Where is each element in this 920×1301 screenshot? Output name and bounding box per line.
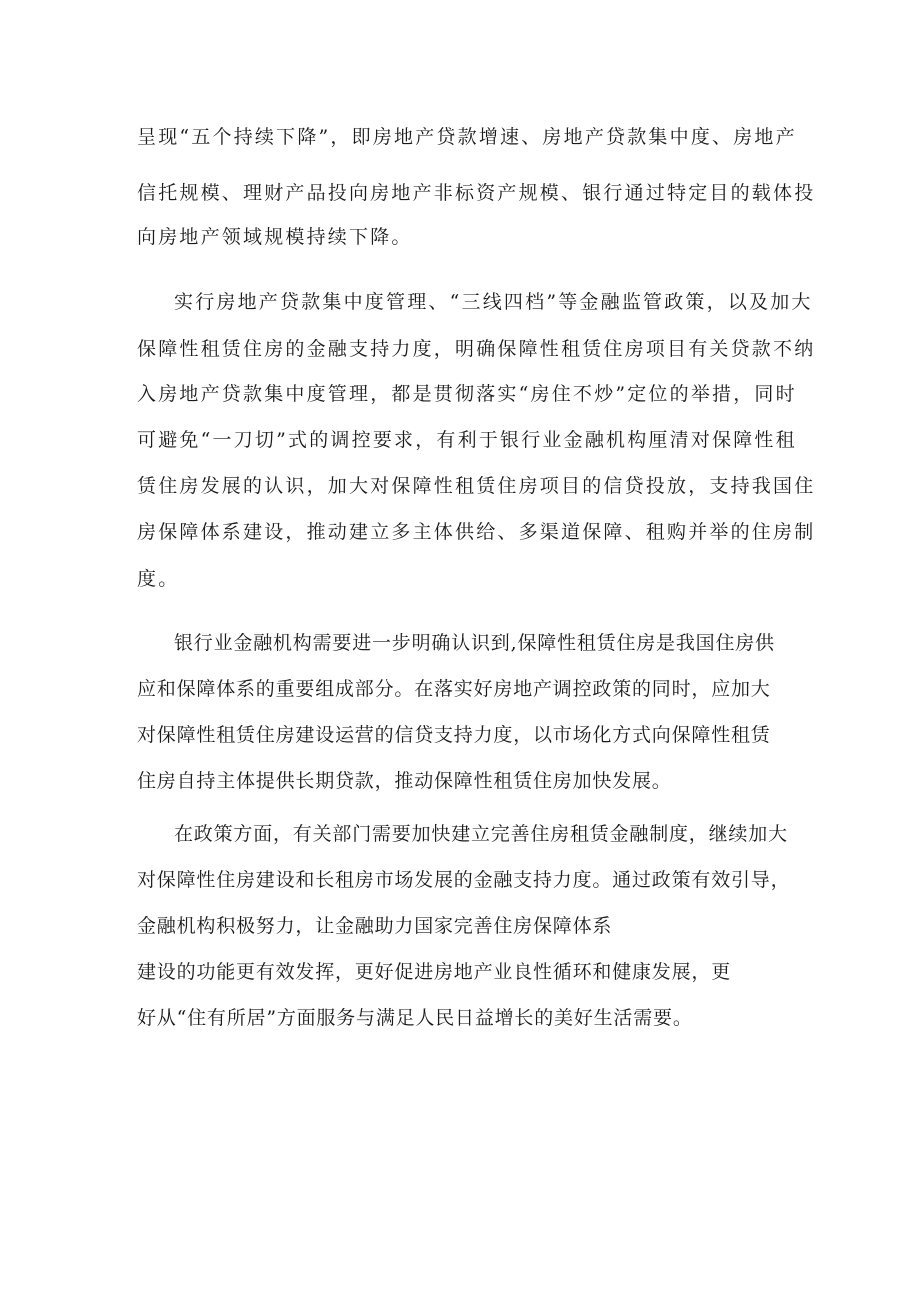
paragraph-line: 实行房地产贷款集中度管理、“三线四档”等金融监管政策，以及加大: [174, 291, 813, 313]
paragraph-line: 住房自持主体提供长期贷款，推动保障性租赁住房加快发展。: [137, 770, 672, 792]
paragraph-line: 房保障体系建设，推动建立多主体供给、多渠道保障、租购并举的住房制: [137, 521, 816, 543]
paragraph-line: 保障性租赁住房的金融支持力度，明确保障性租赁住房项目有关贷款不纳: [137, 338, 816, 360]
paragraph-line: 向房地产领域规模持续下降。: [137, 226, 413, 248]
paragraph-line: 应和保障体系的重要组成部分。在落实好房地产调控政策的同时，应加大: [137, 678, 771, 700]
paragraph-line: 银行业金融机构需要进一步明确认识到,保障性租赁住房是我国住房供: [174, 632, 775, 654]
paragraph-line: 对保障性租赁住房建设运营的信贷支持力度，以市场化方式向保障性租赁: [137, 724, 771, 746]
paragraph-line: 建设的功能更有效发挥，更好促进房地产业良性循环和健康发展，更: [137, 961, 732, 983]
paragraph-line: 对保障性住房建设和长租房市场发展的金融支持力度。通过政策有效引导，: [137, 869, 791, 891]
paragraph-line: 可避免“一刀切”式的调控要求，有利于银行业金融机构厘清对保障性租: [137, 429, 797, 451]
paragraph-line: 度。: [137, 568, 180, 590]
paragraph-line: 赁住房发展的认识，加大对保障性租赁住房项目的信贷投放，支持我国住: [137, 475, 816, 497]
paragraph-line: 入房地产贷款集中度管理，都是贯彻落实“房住不炒”定位的举措，同时: [137, 383, 797, 405]
paragraph-line: 金融机构积极努力，让金融助力国家完善住房保障体系: [137, 915, 613, 937]
paragraph-line: 在政策方面，有关部门需要加快建立完善住房租赁金融制度，继续加大: [174, 823, 788, 845]
paragraph-line: 好从“住有所居”方面服务与满足人民日益增长的美好生活需要。: [137, 1007, 693, 1029]
paragraph-line: 信托规模、理财产品投向房地产非标资产规模、银行通过特定目的载体投: [137, 182, 816, 204]
paragraph-line: 呈现“五个持续下降”，即房地产贷款增速、房地产贷款集中度、房地产: [137, 126, 797, 148]
